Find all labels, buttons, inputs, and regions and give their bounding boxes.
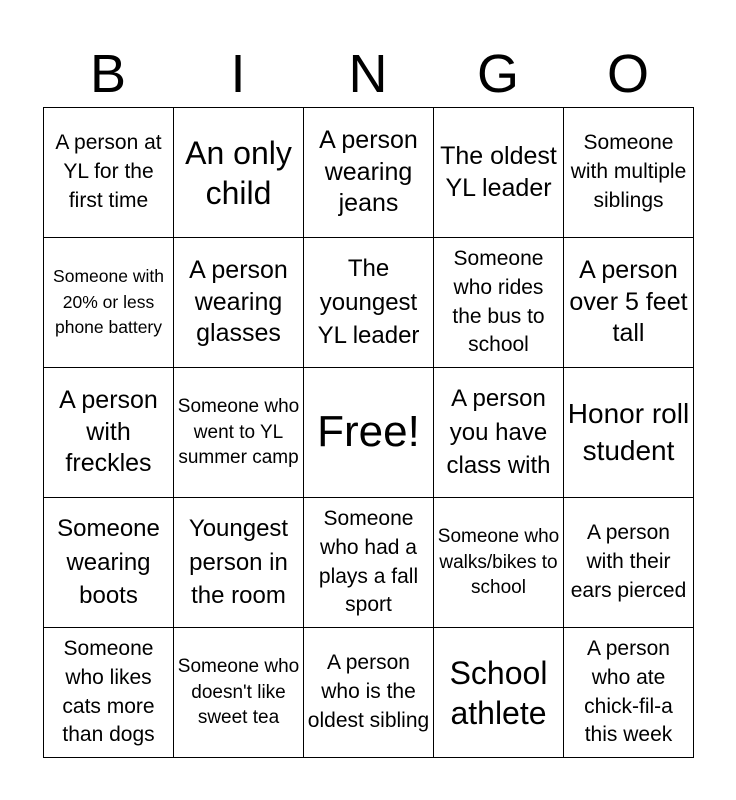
- bingo-cell-r3c5[interactable]: [564, 368, 694, 498]
- cell-text: A person you have class with: [446, 385, 551, 480]
- cell-text: Someone with multiple siblings: [570, 131, 687, 212]
- bingo-cell-r1c4[interactable]: [434, 108, 564, 238]
- bingo-cell-r2c2[interactable]: [174, 238, 304, 368]
- header-letter-b: B: [89, 44, 127, 104]
- bingo-cell-r4c1[interactable]: [44, 498, 174, 628]
- cell-text: A person wearing jeans: [319, 125, 418, 218]
- bingo-cell-r4c4[interactable]: [434, 498, 564, 628]
- cell-text: The youngest YL leader: [317, 255, 420, 350]
- cell-text: Someone who had a plays a fall sport: [318, 506, 419, 617]
- cell-text: Someone who went to YL summer camp: [177, 395, 300, 469]
- bingo-cell-r1c2[interactable]: [174, 108, 304, 238]
- cell-text: Someone with 20% or less phone battery: [53, 265, 164, 338]
- bingo-cell-r5c4[interactable]: [434, 628, 564, 758]
- cell-text: Free!: [317, 407, 420, 457]
- bingo-cell-r2c3[interactable]: [304, 238, 434, 368]
- cell-text: A person who is the oldest sibling: [307, 651, 430, 732]
- bingo-cell-r4c3[interactable]: [304, 498, 434, 628]
- bingo-cell-r1c3[interactable]: [304, 108, 434, 238]
- bingo-cell-free-space[interactable]: [304, 368, 434, 498]
- bingo-cell-r5c1[interactable]: [44, 628, 174, 758]
- bingo-cell-r5c3[interactable]: [304, 628, 434, 758]
- cell-text: A person with their ears pierced: [570, 521, 687, 602]
- cell-text: Someone who rides the bus to school: [452, 246, 545, 357]
- bingo-card-grid: [43, 107, 694, 758]
- bingo-cell-r1c1[interactable]: [44, 108, 174, 238]
- cell-text: A person with freckles: [59, 385, 158, 478]
- bingo-cell-r5c2[interactable]: [174, 628, 304, 758]
- bingo-cell-r2c1[interactable]: [44, 238, 174, 368]
- bingo-cell-r3c1[interactable]: [44, 368, 174, 498]
- bingo-cell-r3c2[interactable]: [174, 368, 304, 498]
- cell-text: Someone who likes cats more than dogs: [62, 636, 155, 747]
- cell-text: Someone who doesn't like sweet tea: [177, 655, 300, 729]
- header-letter-o: O: [606, 44, 649, 104]
- bingo-cell-r3c4[interactable]: [434, 368, 564, 498]
- bingo-header: [43, 42, 693, 106]
- cell-text: Honor roll student: [567, 398, 690, 466]
- cell-text: A person at YL for the first time: [55, 131, 162, 212]
- cell-text: School athlete: [449, 654, 548, 731]
- cell-text: A person who ate chick-fil-a this week: [584, 636, 673, 747]
- bingo-cell-r2c4[interactable]: [434, 238, 564, 368]
- cell-text: Someone who walks/bikes to school: [437, 525, 560, 599]
- bingo-cell-r4c5[interactable]: [564, 498, 694, 628]
- cell-text: The oldest YL leader: [440, 141, 557, 202]
- bingo-cell-r2c5[interactable]: [564, 238, 694, 368]
- header-letter-n: N: [348, 44, 388, 104]
- bingo-cell-r1c5[interactable]: [564, 108, 694, 238]
- cell-text: An only child: [185, 134, 292, 211]
- cell-text: A person wearing glasses: [189, 255, 288, 348]
- header-letter-i: I: [230, 44, 246, 104]
- bingo-cell-r4c2[interactable]: [174, 498, 304, 628]
- bingo-cell-r5c5[interactable]: [564, 628, 694, 758]
- cell-text: Someone wearing boots: [57, 515, 160, 610]
- header-letter-g: G: [476, 44, 519, 104]
- cell-text: A person over 5 feet tall: [569, 255, 688, 348]
- cell-text: Youngest person in the room: [188, 515, 289, 610]
